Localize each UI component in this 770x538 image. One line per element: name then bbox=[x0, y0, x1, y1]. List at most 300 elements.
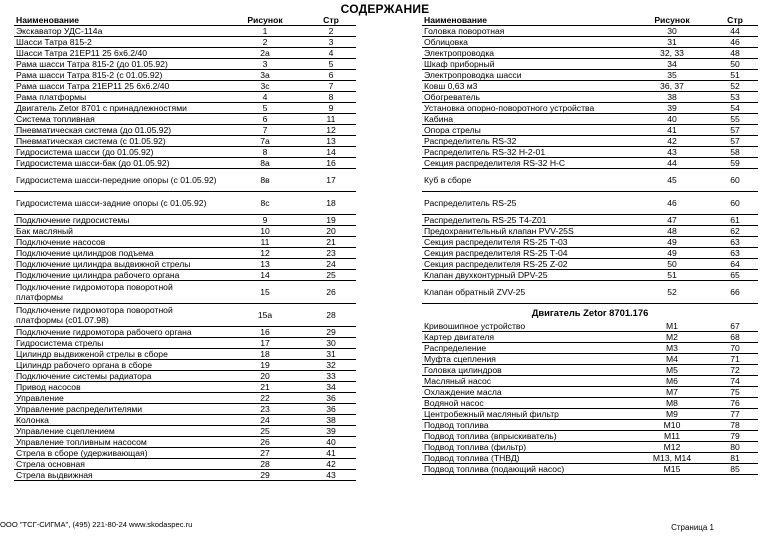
toc-item-name: Предохранительный клапан PVV-25S bbox=[422, 226, 632, 237]
toc-table-right bbox=[422, 15, 758, 475]
toc-item-page: 32 bbox=[306, 360, 356, 371]
toc-item-page: 58 bbox=[712, 147, 758, 158]
toc-item-figure: 26 bbox=[224, 437, 306, 448]
toc-item-figure: 50 bbox=[632, 259, 712, 270]
toc-item-figure: 23 bbox=[224, 404, 306, 415]
toc-row bbox=[14, 415, 356, 426]
toc-item-figure: 7а bbox=[224, 136, 306, 147]
toc-item-page: 75 bbox=[712, 387, 758, 398]
toc-item-name: Управление сцеплением bbox=[14, 426, 224, 437]
toc-item-figure: 43 bbox=[632, 147, 712, 158]
toc-item-name: Ковш 0,63 м3 bbox=[422, 81, 632, 92]
toc-row bbox=[422, 70, 758, 81]
toc-item-page: 70 bbox=[712, 343, 758, 354]
toc-item-figure: 15 bbox=[224, 281, 306, 304]
toc-item-page: 41 bbox=[306, 448, 356, 459]
toc-item-page: 40 bbox=[306, 437, 356, 448]
toc-item-page: 67 bbox=[712, 321, 758, 332]
toc-row bbox=[14, 338, 356, 349]
toc-item-page: 59 bbox=[712, 158, 758, 169]
toc-row bbox=[14, 103, 356, 114]
toc-row bbox=[422, 248, 758, 259]
toc-item-figure: 8в bbox=[224, 169, 306, 192]
toc-row bbox=[14, 125, 356, 136]
toc-item-page: 5 bbox=[306, 59, 356, 70]
toc-item-figure: М2 bbox=[632, 332, 712, 343]
toc-item-figure: 11 bbox=[224, 237, 306, 248]
toc-item-name: Распределитель RS-32 bbox=[422, 136, 632, 147]
page-number: Страница 1 bbox=[671, 523, 714, 532]
toc-item-figure: М1 bbox=[632, 321, 712, 332]
toc-row bbox=[422, 332, 758, 343]
toc-row bbox=[14, 215, 356, 226]
toc-item-name: Система топливная bbox=[14, 114, 224, 125]
toc-row bbox=[14, 136, 356, 147]
toc-item-name: Электропроводка шасси bbox=[422, 70, 632, 81]
toc-item-name: Распределитель RS-25 bbox=[422, 192, 632, 215]
toc-row bbox=[14, 371, 356, 382]
toc-item-name: Стрела основная bbox=[14, 459, 224, 470]
toc-row bbox=[422, 442, 758, 453]
toc-item-name: Подключение гидромотора поворотной платформы (с01.07.98) bbox=[14, 304, 224, 327]
toc-row bbox=[422, 453, 758, 464]
toc-item-figure: М15 bbox=[632, 464, 712, 475]
toc-item-figure: 8а bbox=[224, 158, 306, 169]
toc-row bbox=[422, 169, 758, 192]
toc-item-name: Шасси Татра 815-2 bbox=[14, 37, 224, 48]
toc-row bbox=[14, 59, 356, 70]
toc-item-figure: 8 bbox=[224, 147, 306, 158]
toc-item-page: 20 bbox=[306, 226, 356, 237]
toc-item-page: 18 bbox=[306, 192, 356, 215]
toc-row bbox=[422, 215, 758, 226]
toc-item-name: Клапан двухконтурный DPV-25 bbox=[422, 270, 632, 281]
toc-item-page: 28 bbox=[306, 304, 356, 327]
toc-item-name: Стрела в сборе (удерживающая) bbox=[14, 448, 224, 459]
toc-item-name: Пневматическая система (до 01.05.92) bbox=[14, 125, 224, 136]
toc-item-figure: 47 bbox=[632, 215, 712, 226]
toc-item-page: 29 bbox=[306, 327, 356, 338]
toc-item-page: 42 bbox=[306, 459, 356, 470]
toc-row bbox=[14, 259, 356, 270]
toc-item-name: Подключение гидросистемы bbox=[14, 215, 224, 226]
toc-item-name: Двигатель Zetor 8701 с принадлежностями bbox=[14, 103, 224, 114]
toc-row bbox=[422, 125, 758, 136]
toc-item-name: Картер двигателя bbox=[422, 332, 632, 343]
toc-item-name: Водяной насос bbox=[422, 398, 632, 409]
toc-item-figure: 38 bbox=[632, 92, 712, 103]
toc-item-name: Рама шасси Татра 815-2 (до 01.05.92) bbox=[14, 59, 224, 70]
toc-row bbox=[14, 470, 356, 481]
toc-item-page: 9 bbox=[306, 103, 356, 114]
toc-item-name: Цилиндр выдвиженой стрелы в сборе bbox=[14, 349, 224, 360]
toc-item-page: 65 bbox=[712, 270, 758, 281]
toc-item-name: Подключение цилиндра рабочего органа bbox=[14, 270, 224, 281]
toc-row bbox=[14, 437, 356, 448]
toc-item-figure: 40 bbox=[632, 114, 712, 125]
toc-item-name: Цилиндр рабочего органа в сборе bbox=[14, 360, 224, 371]
toc-item-figure: 48 bbox=[632, 226, 712, 237]
toc-row bbox=[422, 409, 758, 420]
toc-item-name: Подключение системы радиатора bbox=[14, 371, 224, 382]
toc-row bbox=[422, 343, 758, 354]
toc-item-figure: 32, 33 bbox=[632, 48, 712, 59]
toc-item-figure: 44 bbox=[632, 158, 712, 169]
toc-item-figure: 28 bbox=[224, 459, 306, 470]
toc-item-figure: 3 bbox=[224, 59, 306, 70]
toc-item-name: Куб в сборе bbox=[422, 169, 632, 192]
toc-item-page: 72 bbox=[712, 365, 758, 376]
toc-item-figure: 20 bbox=[224, 371, 306, 382]
toc-item-name: Гидросистема шасси-бак (до 01.05.92) bbox=[14, 158, 224, 169]
toc-item-figure: 2а bbox=[224, 48, 306, 59]
toc-item-figure: 5 bbox=[224, 103, 306, 114]
toc-item-page: 4 bbox=[306, 48, 356, 59]
toc-item-page: 17 bbox=[306, 169, 356, 192]
toc-row bbox=[14, 81, 356, 92]
toc-item-figure: 14 bbox=[224, 270, 306, 281]
toc-item-figure: 18 bbox=[224, 349, 306, 360]
toc-row bbox=[14, 304, 356, 327]
toc-item-figure: 9 bbox=[224, 215, 306, 226]
footer-contacts: ООО "ТСГ-СИГМА", (495) 221-80-24 www.skodaspec.ru bbox=[0, 520, 193, 529]
toc-item-figure: 2 bbox=[224, 37, 306, 48]
toc-item-page: 6 bbox=[306, 70, 356, 81]
toc-row bbox=[14, 248, 356, 259]
toc-row bbox=[422, 270, 758, 281]
toc-item-name: Муфта сцепления bbox=[422, 354, 632, 365]
toc-item-name: Бак масляный bbox=[14, 226, 224, 237]
toc-item-page: 13 bbox=[306, 136, 356, 147]
toc-item-name: Кабина bbox=[422, 114, 632, 125]
section-heading: Двигатель Zetor 8701.176 bbox=[531, 307, 649, 318]
toc-item-name: Облицовка bbox=[422, 37, 632, 48]
toc-item-page: 8 bbox=[306, 92, 356, 103]
toc-item-page: 62 bbox=[712, 226, 758, 237]
toc-right-column bbox=[422, 15, 758, 475]
toc-item-name: Распределение bbox=[422, 343, 632, 354]
toc-item-name: Обогреватель bbox=[422, 92, 632, 103]
toc-item-figure: 13 bbox=[224, 259, 306, 270]
toc-row bbox=[14, 459, 356, 470]
toc-item-page: 78 bbox=[712, 420, 758, 431]
toc-item-page: 51 bbox=[712, 70, 758, 81]
toc-item-name: Подвод топлива bbox=[422, 420, 632, 431]
toc-row bbox=[422, 48, 758, 59]
toc-item-page: 12 bbox=[306, 125, 356, 136]
toc-row bbox=[422, 37, 758, 48]
toc-item-name: Секция распределителя RS-25 Z-02 bbox=[422, 259, 632, 270]
toc-row bbox=[14, 158, 356, 169]
toc-row bbox=[422, 136, 758, 147]
page-title: СОДЕРЖАНИЕ bbox=[340, 2, 430, 16]
toc-item-name: Подвод топлива (впрыскиватель) bbox=[422, 431, 632, 442]
toc-item-figure: 21 bbox=[224, 382, 306, 393]
toc-item-name: Установка опорно-поворотного устройства bbox=[422, 103, 632, 114]
toc-item-name: Экскаватор УДС-114а bbox=[14, 26, 224, 37]
toc-item-page: 57 bbox=[712, 125, 758, 136]
toc-item-page: 80 bbox=[712, 442, 758, 453]
toc-item-page: 55 bbox=[712, 114, 758, 125]
toc-item-figure: 4 bbox=[224, 92, 306, 103]
toc-item-page: 3 bbox=[306, 37, 356, 48]
toc-row bbox=[422, 376, 758, 387]
toc-item-page: 44 bbox=[712, 26, 758, 37]
toc-item-name: Рама платформы bbox=[14, 92, 224, 103]
toc-row bbox=[14, 147, 356, 158]
toc-item-name: Подключение гидромотора рабочего органа bbox=[14, 327, 224, 338]
toc-item-page: 7 bbox=[306, 81, 356, 92]
toc-row bbox=[422, 281, 758, 304]
toc-item-figure: 39 bbox=[632, 103, 712, 114]
toc-item-figure: 7 bbox=[224, 125, 306, 136]
header-name: Наименование bbox=[14, 15, 224, 26]
toc-item-figure: 12 bbox=[224, 248, 306, 259]
toc-item-figure: 51 bbox=[632, 270, 712, 281]
toc-item-page: 43 bbox=[306, 470, 356, 481]
toc-item-page: 60 bbox=[712, 169, 758, 192]
toc-item-figure: 27 bbox=[224, 448, 306, 459]
toc-item-figure: 35 bbox=[632, 70, 712, 81]
toc-item-figure: М5 bbox=[632, 365, 712, 376]
toc-item-name: Стрела выдвижная bbox=[14, 470, 224, 481]
toc-item-figure: 34 bbox=[632, 59, 712, 70]
toc-row bbox=[422, 114, 758, 125]
toc-item-figure: М4 bbox=[632, 354, 712, 365]
toc-item-page: 76 bbox=[712, 398, 758, 409]
toc-item-page: 81 bbox=[712, 453, 758, 464]
header-page: Стр bbox=[306, 15, 356, 26]
toc-item-page: 74 bbox=[712, 376, 758, 387]
toc-row bbox=[14, 349, 356, 360]
toc-row bbox=[14, 237, 356, 248]
toc-item-page: 48 bbox=[712, 48, 758, 59]
toc-item-page: 77 bbox=[712, 409, 758, 420]
toc-row bbox=[422, 420, 758, 431]
toc-item-figure: 17 bbox=[224, 338, 306, 349]
toc-item-page: 2 bbox=[306, 26, 356, 37]
toc-item-figure: 24 bbox=[224, 415, 306, 426]
toc-row bbox=[422, 192, 758, 215]
toc-item-figure: 42 bbox=[632, 136, 712, 147]
toc-row bbox=[422, 92, 758, 103]
header-figure: Рисунок bbox=[632, 15, 712, 26]
toc-item-name: Управление распределителями bbox=[14, 404, 224, 415]
toc-row bbox=[14, 92, 356, 103]
toc-row bbox=[14, 48, 356, 59]
toc-item-page: 24 bbox=[306, 259, 356, 270]
toc-item-page: 23 bbox=[306, 248, 356, 259]
toc-row bbox=[14, 281, 356, 304]
header-page: Стр bbox=[712, 15, 758, 26]
toc-item-name: Подвод топлива (ТНВД) bbox=[422, 453, 632, 464]
toc-item-name: Масляный насос bbox=[422, 376, 632, 387]
toc-item-name: Подключение насосов bbox=[14, 237, 224, 248]
toc-item-figure: 19 bbox=[224, 360, 306, 371]
toc-item-page: 26 bbox=[306, 281, 356, 304]
toc-item-figure: 49 bbox=[632, 237, 712, 248]
toc-item-page: 61 bbox=[712, 215, 758, 226]
toc-item-figure: М10 bbox=[632, 420, 712, 431]
toc-item-name: Рама шасси Татра 21ЕР11 25 6х6.2/40 bbox=[14, 81, 224, 92]
toc-item-name: Головка поворотная bbox=[422, 26, 632, 37]
toc-item-name: Гидросистема шасси-задние опоры (с 01.05.92) bbox=[14, 192, 224, 215]
toc-item-figure: 41 bbox=[632, 125, 712, 136]
toc-row bbox=[422, 26, 758, 37]
toc-item-figure: 31 bbox=[632, 37, 712, 48]
toc-item-name: Управление bbox=[14, 393, 224, 404]
toc-row bbox=[422, 464, 758, 475]
toc-item-page: 21 bbox=[306, 237, 356, 248]
toc-item-page: 11 bbox=[306, 114, 356, 125]
toc-item-page: 57 bbox=[712, 136, 758, 147]
header-name: Наименование bbox=[422, 15, 632, 26]
toc-item-name: Подвод топлива (фильтр) bbox=[422, 442, 632, 453]
toc-item-figure: М12 bbox=[632, 442, 712, 453]
toc-row bbox=[422, 59, 758, 70]
toc-row bbox=[422, 398, 758, 409]
toc-row bbox=[422, 431, 758, 442]
toc-item-page: 53 bbox=[712, 92, 758, 103]
toc-item-figure: 46 bbox=[632, 192, 712, 215]
toc-item-figure: 45 bbox=[632, 169, 712, 192]
toc-item-page: 71 bbox=[712, 354, 758, 365]
toc-row bbox=[14, 404, 356, 415]
toc-item-name: Охлаждение масла bbox=[422, 387, 632, 398]
toc-item-page: 50 bbox=[712, 59, 758, 70]
section-heading-row bbox=[422, 304, 758, 322]
toc-row bbox=[14, 114, 356, 125]
toc-row bbox=[14, 327, 356, 338]
toc-item-name: Гидросистема стрелы bbox=[14, 338, 224, 349]
toc-item-page: 46 bbox=[712, 37, 758, 48]
toc-item-figure: 36, 37 bbox=[632, 81, 712, 92]
toc-item-name: Подвод топлива (подающий насос) bbox=[422, 464, 632, 475]
toc-item-page: 85 bbox=[712, 464, 758, 475]
toc-row bbox=[422, 321, 758, 332]
header-figure: Рисунок bbox=[224, 15, 306, 26]
toc-table-left bbox=[14, 15, 356, 481]
toc-item-page: 38 bbox=[306, 415, 356, 426]
toc-item-page: 36 bbox=[306, 404, 356, 415]
toc-item-figure: 16 bbox=[224, 327, 306, 338]
toc-item-name: Секция распределителя RS-25 Т-04 bbox=[422, 248, 632, 259]
toc-item-name: Электропроводка bbox=[422, 48, 632, 59]
toc-item-name: Клапан обратный ZVV-25 bbox=[422, 281, 632, 304]
toc-item-figure: М9 bbox=[632, 409, 712, 420]
toc-item-figure: М3 bbox=[632, 343, 712, 354]
toc-row bbox=[14, 448, 356, 459]
toc-item-figure: 1 bbox=[224, 26, 306, 37]
toc-item-name: Пневматическая система (с 01.05.92) bbox=[14, 136, 224, 147]
toc-row bbox=[14, 37, 356, 48]
toc-item-page: 39 bbox=[306, 426, 356, 437]
toc-item-page: 34 bbox=[306, 382, 356, 393]
toc-item-name: Подключение цилиндра выдвижной стрелы bbox=[14, 259, 224, 270]
toc-item-figure: 6 bbox=[224, 114, 306, 125]
toc-item-name: Колонка bbox=[14, 415, 224, 426]
toc-row bbox=[422, 237, 758, 248]
toc-item-figure: М11 bbox=[632, 431, 712, 442]
toc-item-figure: 29 bbox=[224, 470, 306, 481]
toc-item-name: Секция распределителя RS-25 Т-03 bbox=[422, 237, 632, 248]
toc-item-page: 66 bbox=[712, 281, 758, 304]
toc-item-figure: М8 bbox=[632, 398, 712, 409]
toc-row bbox=[422, 103, 758, 114]
toc-item-figure: 30 bbox=[632, 26, 712, 37]
toc-item-page: 14 bbox=[306, 147, 356, 158]
toc-item-name: Шасси Татра 21ЕР11 25 6х6.2/40 bbox=[14, 48, 224, 59]
toc-item-page: 68 bbox=[712, 332, 758, 343]
toc-item-page: 63 bbox=[712, 248, 758, 259]
toc-item-page: 25 bbox=[306, 270, 356, 281]
toc-row bbox=[14, 270, 356, 281]
toc-item-page: 16 bbox=[306, 158, 356, 169]
toc-item-page: 60 bbox=[712, 192, 758, 215]
toc-item-name: Управление топливным насосом bbox=[14, 437, 224, 448]
toc-item-figure: 52 bbox=[632, 281, 712, 304]
toc-row bbox=[14, 426, 356, 437]
toc-item-page: 64 bbox=[712, 259, 758, 270]
toc-item-name: Распределитель RS-32 Н-2-01 bbox=[422, 147, 632, 158]
toc-row bbox=[14, 226, 356, 237]
toc-item-name: Секция распределителя RS-32 Н-С bbox=[422, 158, 632, 169]
toc-item-figure: М13, М14 bbox=[632, 453, 712, 464]
toc-row bbox=[422, 259, 758, 270]
toc-item-figure: 3а bbox=[224, 70, 306, 81]
toc-item-name: Головка цилиндров bbox=[422, 365, 632, 376]
toc-header-row bbox=[422, 15, 758, 26]
toc-item-figure: 8с bbox=[224, 192, 306, 215]
toc-item-figure: М6 bbox=[632, 376, 712, 387]
toc-item-page: 52 bbox=[712, 81, 758, 92]
toc-item-name: Распределитель RS-25 Т4-Z01 bbox=[422, 215, 632, 226]
toc-item-figure: 25 bbox=[224, 426, 306, 437]
toc-item-name: Центробежный масляный фильтр bbox=[422, 409, 632, 420]
toc-row bbox=[422, 226, 758, 237]
toc-item-page: 79 bbox=[712, 431, 758, 442]
toc-row bbox=[14, 393, 356, 404]
toc-item-name: Гидросистема шасси (до 01.05.92) bbox=[14, 147, 224, 158]
toc-item-name: Кривошипное устройство bbox=[422, 321, 632, 332]
toc-row bbox=[422, 387, 758, 398]
toc-row bbox=[422, 365, 758, 376]
toc-item-page: 31 bbox=[306, 349, 356, 360]
toc-item-name: Рама шасси Татра 815-2 (с 01.05.92) bbox=[14, 70, 224, 81]
toc-row bbox=[422, 354, 758, 365]
toc-left-column bbox=[14, 15, 356, 481]
toc-item-name: Шкаф приборный bbox=[422, 59, 632, 70]
toc-row bbox=[422, 81, 758, 92]
toc-row bbox=[422, 158, 758, 169]
toc-item-name: Гидросистема шасси-передние опоры (с 01.05.92) bbox=[14, 169, 224, 192]
toc-item-name: Подключение цилиндров подъема bbox=[14, 248, 224, 259]
toc-item-page: 19 bbox=[306, 215, 356, 226]
toc-item-figure: 3с bbox=[224, 81, 306, 92]
toc-row bbox=[14, 70, 356, 81]
toc-item-figure: 10 bbox=[224, 226, 306, 237]
toc-item-name: Опора стрелы bbox=[422, 125, 632, 136]
toc-header-row bbox=[14, 15, 356, 26]
toc-row bbox=[14, 169, 356, 192]
toc-item-page: 33 bbox=[306, 371, 356, 382]
toc-item-figure: 49 bbox=[632, 248, 712, 259]
toc-item-page: 36 bbox=[306, 393, 356, 404]
toc-row bbox=[14, 360, 356, 371]
toc-item-name: Подключение гидромотора поворотной платформы bbox=[14, 281, 224, 304]
toc-row bbox=[14, 382, 356, 393]
toc-item-figure: М7 bbox=[632, 387, 712, 398]
